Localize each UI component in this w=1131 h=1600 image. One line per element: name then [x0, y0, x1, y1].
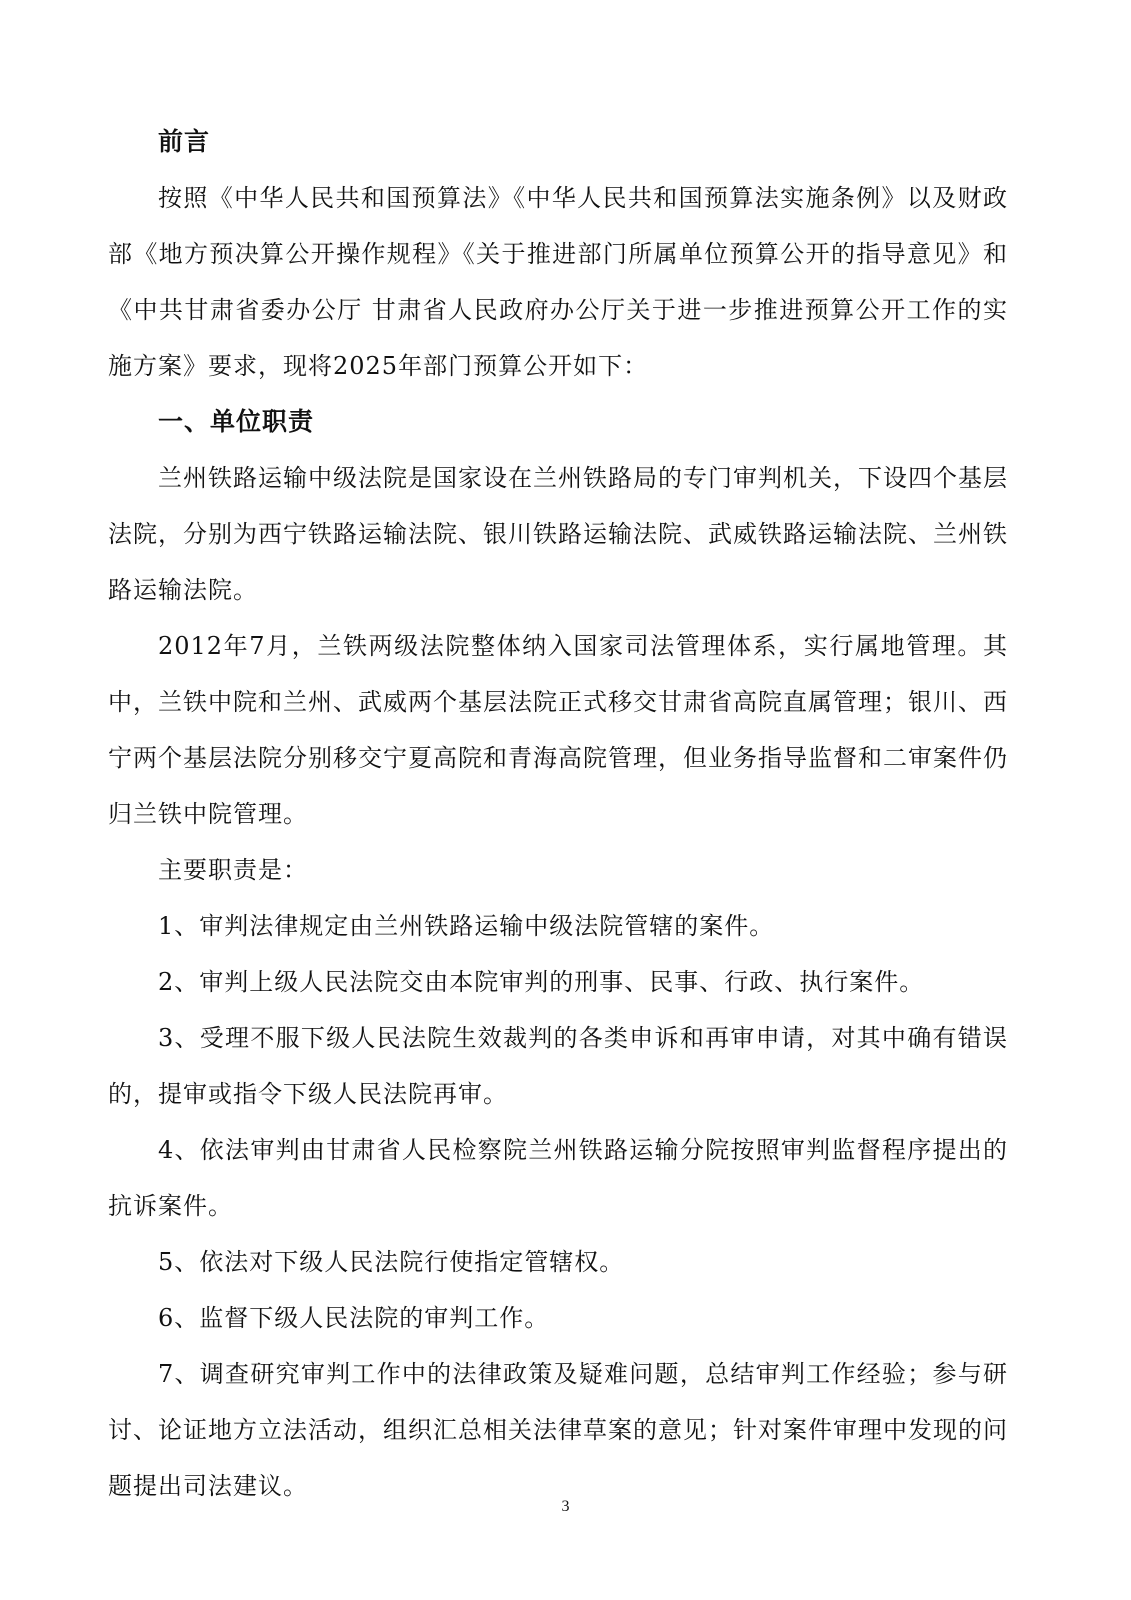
page-number: 3: [561, 1498, 570, 1515]
duty-item-7: 7、调查研究审判工作中的法律政策及疑难问题，总结审判工作经验；参与研讨、论证地方立法活动，组织汇总相关法律草案的意见；针对案件审理中发现的问题提出司法建议。: [108, 1360, 1008, 1500]
duty-item-2: 2、审判上级人民法院交由本院审判的刑事、民事、行政、执行案件。: [158, 968, 925, 996]
preface-heading: 前言: [158, 127, 211, 156]
duty-item-5: 5、依法对下级人民法院行使指定管辖权。: [158, 1248, 625, 1276]
duty-item-1: 1、审判法律规定由兰州铁路运输中级法院管辖的案件。: [158, 912, 775, 940]
preface-paragraph: 按照《中华人民共和国预算法》《中华人民共和国预算法实施条例》以及财政部《地方预决算公开操作规程》《关于推进部门所属单位预算公开的指导意见》和《中共甘肃省委办公厅 甘肃省人民政府办公厅关于进一步推进预算公开工作的实施方案》要求，现将2025年部门预算公开如下：: [108, 184, 1008, 380]
duty-item-3: 3、受理不服下级人民法院生效裁判的各类申诉和再审申请，对其中确有错误的，提审或指令下级人民法院再审。: [108, 1024, 1008, 1108]
page-content: [108, 114, 1008, 1514]
history-paragraph: 2012年7月，兰铁两级法院整体纳入国家司法管理体系，实行属地管理。其中，兰铁中院和兰州、武威两个基层法院正式移交甘肃省高院直属管理；银川、西宁两个基层法院分别移交宁夏高院和青海高院管理，但业务指导监督和二审案件仍归兰铁中院管理。: [108, 632, 1008, 828]
duties-intro: 主要职责是：: [158, 856, 308, 884]
duty-item-4: 4、依法审判由甘肃省人民检察院兰州铁路运输分院按照审判监督程序提出的抗诉案件。: [108, 1136, 1008, 1220]
intro-paragraph: 兰州铁路运输中级法院是国家设在兰州铁路局的专门审判机关，下设四个基层法院，分别为西宁铁路运输法院、银川铁路运输法院、武威铁路运输法院、兰州铁路运输法院。: [108, 464, 1008, 604]
duty-item-6: 6、监督下级人民法院的审判工作。: [158, 1304, 550, 1332]
section-heading-unit-duties: 一、单位职责: [158, 407, 315, 436]
